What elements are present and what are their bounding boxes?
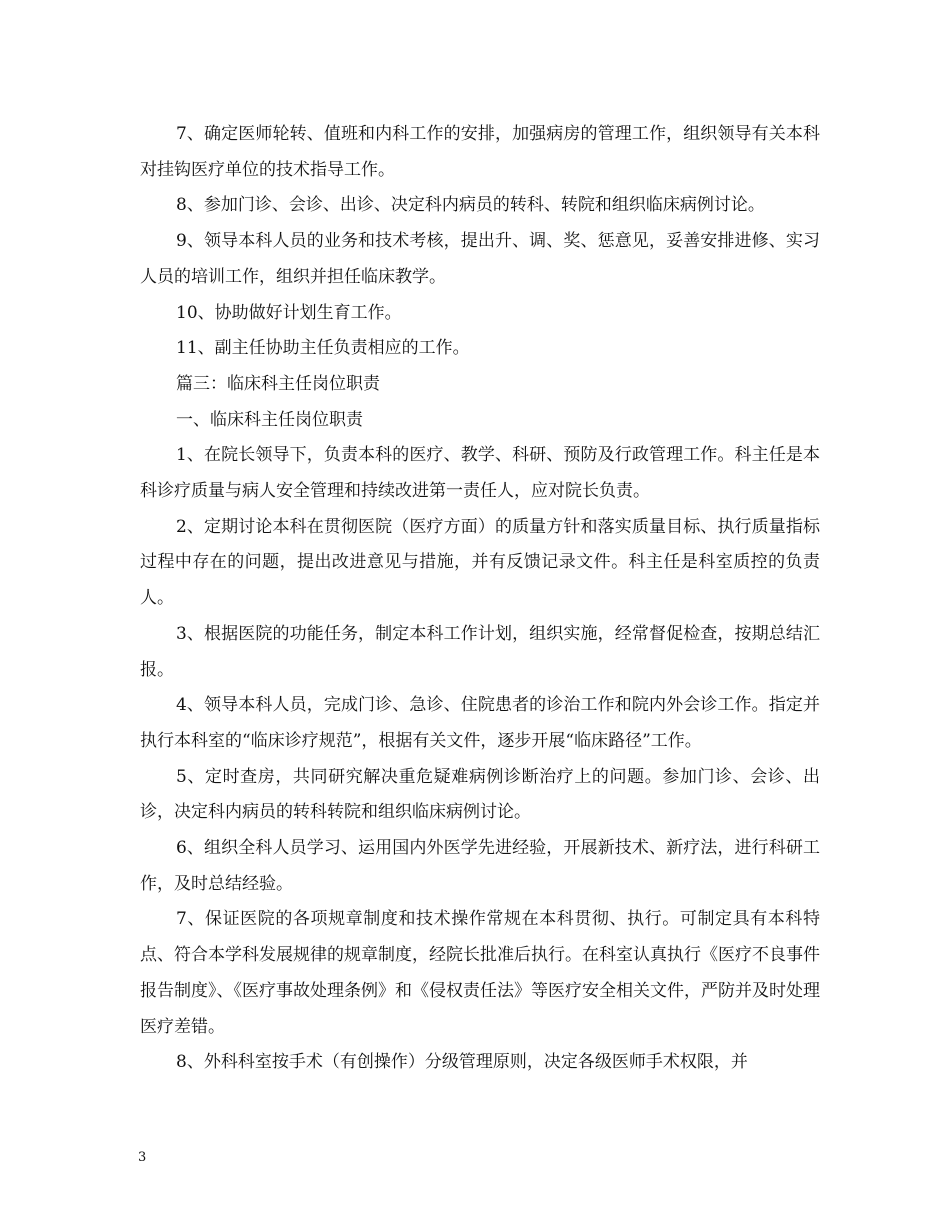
paragraph-item-8-consultation: 8、参加门诊、会诊、出诊、决定科内病员的转科、转院和组织临床病例讨论。 [176,195,765,216]
subsection-heading: 一、临床科主任岗位职责 [176,409,363,430]
page-number: 3 [138,1150,147,1165]
paragraph-duty-3: 3、根据医院的功能任务，制定本科工作计划，组织实施，经常督促检查，按期总结汇报。 [140,623,820,680]
paragraph-duty-7: 7、保证医院的各项规章制度和技术操作常规在本科贯彻、执行。可制定具有本科特点、符合本学科发展规律的规章制度，经院长批准后执行。在科室认真执行《医疗不良事件报告制度》、《医疗事故处理条例》和《侵权责任法》等医疗安全相关文件，严防并及时处理医疗差错。 [140,909,820,1037]
document-body [140,117,820,1081]
paragraph-item-10-family-planning: 10、协助做好计划生育工作。 [176,302,402,323]
paragraph-duty-5: 5、定时查房，共同研究解决重危疑难病例诊断治疗上的问题。参加门诊、会诊、出诊，决定科内病员的转科转院和组织临床病例讨论。 [140,766,820,823]
paragraph-item-7-rotation: 7、确定医师轮转、值班和内科工作的安排，加强病房的管理工作，组织领导有关本科对挂钩医疗单位的技术指导工作。 [140,124,820,180]
paragraph-item-11-deputy: 11、副主任协助主任负责相应的工作。 [176,338,470,359]
paragraph-item-9-assessment: 9、领导本科人员的业务和技术考核，提出升、调、奖、惩意见，妥善安排进修、实习人员的培训工作，组织并担任临床教学。 [140,231,820,287]
section-heading: 篇三：临床科主任岗位职责 [176,373,380,394]
paragraph-duty-2: 2、定期讨论本科在贯彻医院（医疗方面）的质量方针和落实质量目标、执行质量指标过程中存在的问题，提出改进意见与措施，并有反馈记录文件。科主任是科室质控的负责人。 [140,516,820,609]
paragraph-duty-4: 4、领导本科人员，完成门诊、急诊、住院患者的诊治工作和院内外会诊工作。指定并执行本科室的“临床诊疗规范”，根据有关文件，逐步开展“临床路径”工作。 [140,695,820,751]
paragraph-duty-8: 8、外科科室按手术（有创操作）分级管理原则，决定各级医师手术权限，并 [176,1052,748,1073]
paragraph-duty-1: 1、在院长领导下，负责本科的医疗、教学、科研、预防及行政管理工作。科主任是本科诊疗质量与病人安全管理和持续改进第一责任人，应对院长负责。 [140,445,820,502]
paragraph-duty-6: 6、组织全科人员学习、运用国内外医学先进经验，开展新技术、新疗法，进行科研工作，及时总结经验。 [140,838,820,894]
